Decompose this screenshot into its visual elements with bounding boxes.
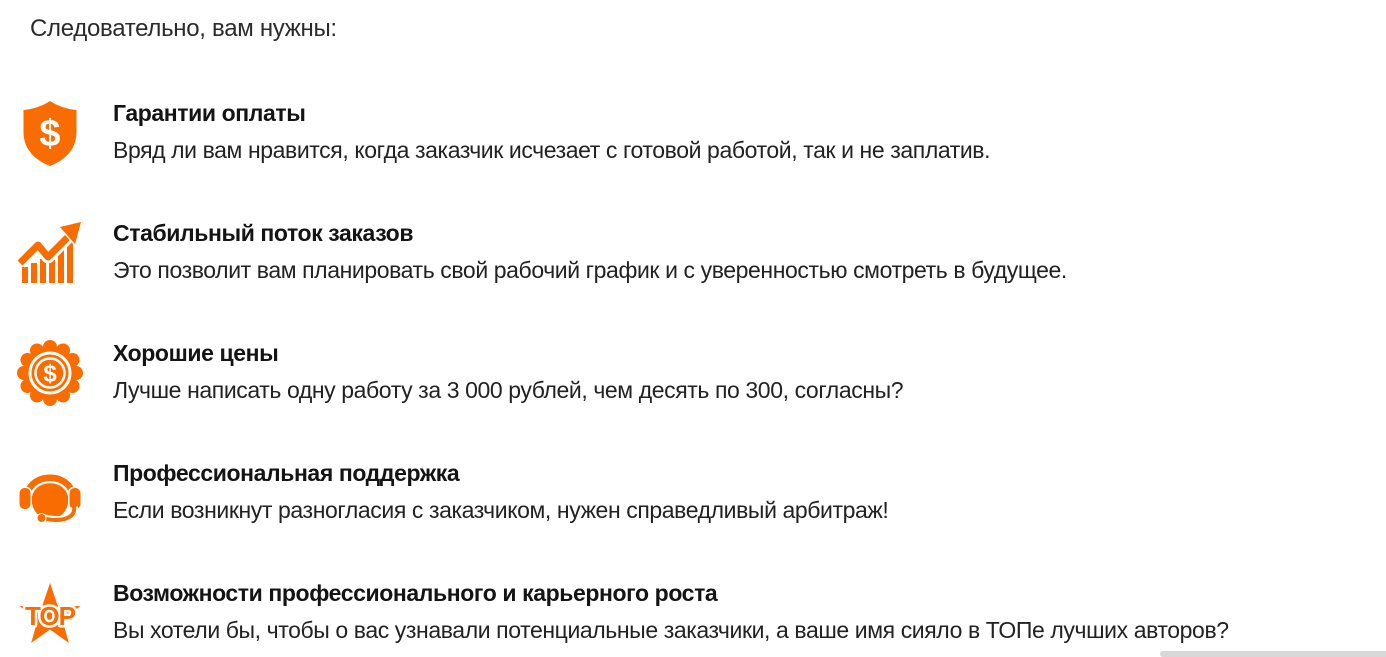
benefit-title: Профессиональная поддержка (113, 460, 460, 486)
svg-text:TOP: TOP (25, 601, 75, 631)
benefit-text (113, 217, 1067, 284)
benefit-text (113, 577, 1229, 644)
benefit-description: Это позволит вам планировать свой рабочий график и с уверенностью смотреть в будущее. (113, 257, 1067, 283)
horizontal-scrollbar-thumb[interactable] (1160, 651, 1386, 657)
price-badge-icon (14, 337, 86, 409)
svg-text:$: $ (39, 113, 61, 155)
shield-dollar-icon (14, 97, 86, 169)
benefit-text (113, 337, 903, 404)
benefit-item-payment-guarantee (14, 97, 1386, 169)
benefit-title: Стабильный поток заказов (113, 220, 414, 246)
benefit-description: Лучше написать одну работу за 3 000 рублей, чем десять по 300, согласны? (113, 377, 904, 403)
benefit-text (113, 97, 990, 164)
benefit-description: Вы хотели бы, чтобы о вас узнавали потенциальные заказчики, а ваше имя сияло в ТОПе лучших авторов? (113, 617, 1229, 643)
benefit-description: Если возникнут разногласия с заказчиком, нужен справедливый арбитраж! (113, 497, 889, 523)
growth-chart-icon (14, 217, 86, 289)
benefit-title: Гарантии оплаты (113, 100, 306, 126)
benefit-item-order-flow (14, 217, 1386, 289)
benefit-item-good-prices (14, 337, 1386, 409)
benefit-description: Вряд ли вам нравится, когда заказчик исчезает с готовой работой, так и не заплатив. (113, 137, 991, 163)
svg-text:$: $ (43, 360, 57, 388)
page-title: Следовательно, вам нужны: (30, 15, 337, 42)
top-star-icon (14, 577, 86, 649)
benefit-title: Возможности профессионального и карьерного роста (113, 580, 718, 606)
benefit-item-support (14, 457, 1386, 529)
benefit-text (113, 457, 888, 524)
benefit-item-career-growth (14, 577, 1386, 649)
support-headset-icon (14, 457, 86, 529)
benefit-title: Хорошие цены (113, 340, 279, 366)
